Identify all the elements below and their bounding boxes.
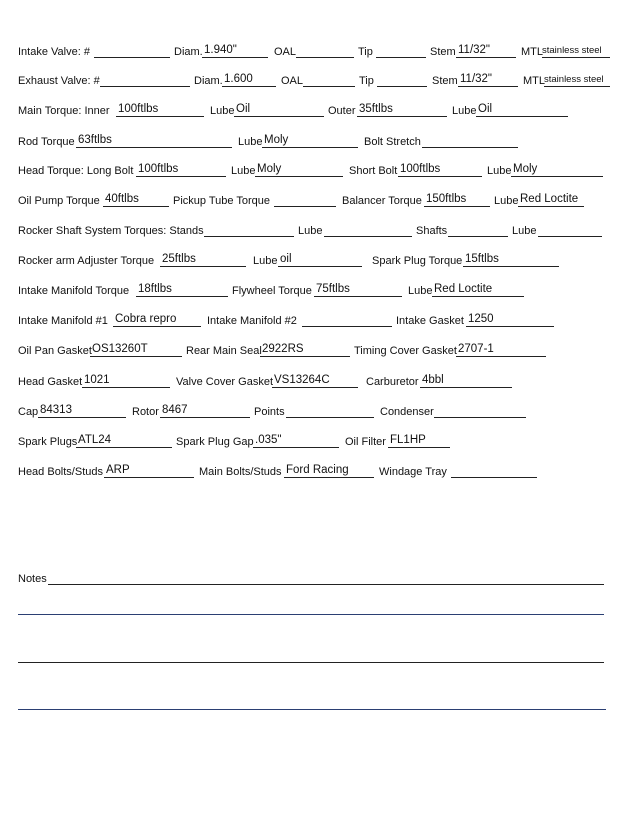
- rocker-adjuster-row: [0, 245, 640, 269]
- points-label: Points: [254, 406, 285, 418]
- intake-diam-label: Diam.: [174, 46, 203, 58]
- spark-plugs-field[interactable]: [76, 431, 172, 448]
- rear-main-seal-label: Rear Main Seal: [186, 345, 262, 357]
- intake-mtl-label: MTL: [521, 46, 543, 58]
- rocker-shafts-label: Shafts: [416, 225, 448, 237]
- balancer-torque-label: Balancer Torque: [342, 195, 422, 207]
- field-value: 150ftlbs: [426, 193, 467, 205]
- notes-label: Notes: [18, 573, 47, 585]
- oil-pan-gasket-row: [0, 335, 640, 359]
- main-torque-outer-label: Outer: [328, 105, 356, 117]
- main-torque-inner-field[interactable]: [116, 100, 204, 117]
- field-value: Moly: [513, 163, 538, 175]
- intake-stem-field[interactable]: [456, 41, 516, 58]
- head-short-lube-label: Lube: [487, 165, 512, 177]
- intake-mtl-field[interactable]: [542, 41, 610, 58]
- head-torque-row: [0, 155, 640, 179]
- intake-manifold-row: [0, 305, 640, 329]
- intake-manifold-2-field[interactable]: [302, 310, 392, 327]
- field-value: 100ftlbs: [400, 163, 441, 175]
- ignition-parts-row: [0, 396, 640, 420]
- timing-cover-gasket-label: Timing Cover Gasket: [354, 345, 457, 357]
- field-value: 18ftlbs: [138, 283, 172, 295]
- oil-pump-torque-label: Oil Pump Torque: [18, 195, 100, 207]
- valve-cover-gasket-field[interactable]: [272, 371, 358, 388]
- spark-plugs-label: Spark Plugs: [18, 436, 78, 448]
- exhaust-oal-field[interactable]: [303, 70, 355, 87]
- main-outer-lube-field[interactable]: [476, 100, 568, 117]
- main-outer-lube-label: Lube: [452, 105, 477, 117]
- rod-lube-field[interactable]: [262, 131, 358, 148]
- field-value: oil: [280, 253, 292, 265]
- head-long-lube-field[interactable]: [255, 160, 343, 177]
- field-value: 25ftlbs: [162, 253, 196, 265]
- intake-stem-label: Stem: [430, 46, 456, 58]
- intake-manifold-2-label: Intake Manifold #2: [207, 315, 297, 327]
- field-value: 1.600: [224, 73, 253, 85]
- main-bolts-studs-field[interactable]: [284, 461, 374, 478]
- head-gasket-field[interactable]: [82, 371, 170, 388]
- spark-plug-gap-field[interactable]: [253, 431, 339, 448]
- field-value: 35ftlbs: [359, 103, 393, 115]
- field-value: Red Loctite: [520, 193, 579, 205]
- main-inner-lube-field[interactable]: [234, 100, 324, 117]
- field-value: 11/32": [460, 73, 493, 85]
- field-value: VS13264C: [274, 374, 330, 386]
- exhaust-stem-label: Stem: [432, 75, 458, 87]
- field-value: Moly: [257, 163, 282, 175]
- rocker-stands-field[interactable]: [204, 220, 294, 237]
- field-value: ARP: [106, 464, 130, 476]
- bolt-stretch-field[interactable]: [422, 131, 518, 148]
- field-value: Oil: [478, 103, 493, 115]
- main-torque-outer-field[interactable]: [357, 100, 447, 117]
- oil-filter-label: Oil Filter: [345, 436, 386, 448]
- field-value: 15ftlbs: [465, 253, 499, 265]
- rocker-adjuster-lube-field[interactable]: [278, 250, 362, 267]
- intake-manifold-1-label: Intake Manifold #1: [18, 315, 108, 327]
- balancer-lube-label: Lube: [494, 195, 519, 207]
- oil-pan-gasket-label: Oil Pan Gasket: [18, 345, 92, 357]
- rocker-stands-label: Rocker Shaft System Torques: Stands: [18, 225, 204, 237]
- intake-diam-field[interactable]: [202, 41, 268, 58]
- field-value: stainless steel: [542, 45, 602, 56]
- bolts-studs-row: [0, 456, 640, 480]
- field-value: Cobra repro: [115, 313, 177, 325]
- head-gasket-label: Head Gasket: [18, 376, 83, 388]
- rotor-label: Rotor: [132, 406, 159, 418]
- field-value: 84313: [40, 404, 72, 416]
- flywheel-lube-label: Lube: [408, 285, 433, 297]
- intake-manifold-torque-field[interactable]: [136, 280, 228, 297]
- oil-filter-field[interactable]: [388, 431, 450, 448]
- spark-plug-torque-label: Spark Plug Torque: [372, 255, 463, 267]
- cap-label: Cap: [18, 406, 39, 418]
- timing-cover-gasket-field[interactable]: [456, 340, 546, 357]
- field-value: 1021: [84, 374, 110, 386]
- balancer-lube-field[interactable]: [518, 190, 584, 207]
- exhaust-diam-field[interactable]: [222, 70, 276, 87]
- intake-manifold-torque-label: Intake Manifold Torque: [18, 285, 130, 297]
- notes-line-3[interactable]: [18, 662, 604, 663]
- intake-valve-row: [0, 36, 640, 60]
- flywheel-torque-field[interactable]: [314, 280, 402, 297]
- carburetor-label: Carburetor: [366, 376, 419, 388]
- exhaust-mtl-field[interactable]: [544, 70, 610, 87]
- flywheel-lube-field[interactable]: [432, 280, 524, 297]
- head-bolts-studs-field[interactable]: [104, 461, 194, 478]
- field-value: 100ftlbs: [138, 163, 179, 175]
- cap-field[interactable]: [38, 401, 126, 418]
- rod-lube-label: Lube: [238, 136, 263, 148]
- intake-tip-label: Tip: [358, 46, 373, 58]
- field-value: ATL24: [78, 434, 112, 446]
- field-value: 2922RS: [262, 343, 304, 355]
- intake-oal-label: OAL: [274, 46, 297, 58]
- notes-field[interactable]: [48, 568, 604, 585]
- intake-oal-field[interactable]: [296, 41, 354, 58]
- exhaust-oal-label: OAL: [281, 75, 304, 87]
- oil-pump-row: [0, 185, 640, 209]
- valve-cover-gasket-label: Valve Cover Gasket: [176, 376, 274, 388]
- field-value: 11/32": [458, 44, 491, 56]
- head-torque-short-field[interactable]: [398, 160, 482, 177]
- field-value: OS13260T: [92, 343, 148, 355]
- notes-row: [0, 563, 640, 587]
- head-long-lube-label: Lube: [231, 165, 256, 177]
- head-short-lube-field[interactable]: [511, 160, 603, 177]
- rocker-stands-lube-field[interactable]: [324, 220, 412, 237]
- rocker-shafts-lube-field[interactable]: [538, 220, 602, 237]
- exhaust-valve-row: [0, 65, 640, 89]
- exhaust-valve-number-field[interactable]: [100, 70, 190, 87]
- field-value: 1.940": [204, 44, 237, 56]
- head-bolts-studs-label: Head Bolts/Studs: [18, 466, 103, 478]
- rocker-shafts-lube-label: Lube: [512, 225, 537, 237]
- condenser-label: Condenser: [380, 406, 434, 418]
- main-bolts-studs-label: Main Bolts/Studs: [199, 466, 282, 478]
- windage-tray-label: Windage Tray: [379, 466, 447, 478]
- main-torque-inner-label: Main Torque: Inner: [18, 105, 110, 117]
- flywheel-torque-label: Flywheel Torque: [232, 285, 312, 297]
- intake-gasket-field[interactable]: [466, 310, 554, 327]
- intake-manifold-torque-row: [0, 275, 640, 299]
- field-value: 1250: [468, 313, 494, 325]
- pickup-tube-torque-field[interactable]: [274, 190, 336, 207]
- rocker-shaft-row: [0, 215, 640, 239]
- intake-tip-field[interactable]: [376, 41, 426, 58]
- rocker-shafts-field[interactable]: [448, 220, 508, 237]
- rotor-field[interactable]: [160, 401, 250, 418]
- points-field[interactable]: [286, 401, 374, 418]
- intake-manifold-1-field[interactable]: [113, 310, 201, 327]
- main-torque-row: [0, 95, 640, 119]
- field-value: 40ftlbs: [105, 193, 139, 205]
- rocker-stands-lube-label: Lube: [298, 225, 323, 237]
- field-value: FL1HP: [390, 434, 426, 446]
- head-torque-long-field[interactable]: [136, 160, 226, 177]
- oil-pump-torque-field[interactable]: [103, 190, 169, 207]
- head-torque-short-label: Short Bolt: [349, 165, 398, 177]
- notes-line-2[interactable]: [18, 614, 604, 615]
- oil-pan-gasket-field[interactable]: [90, 340, 182, 357]
- field-value: .035": [255, 434, 282, 446]
- field-value: 8467: [162, 404, 188, 416]
- main-inner-lube-label: Lube: [210, 105, 235, 117]
- field-value: Oil: [236, 103, 251, 115]
- exhaust-mtl-label: MTL: [523, 75, 545, 87]
- field-value: 4bbl: [422, 374, 444, 386]
- rod-torque-row: [0, 126, 640, 150]
- head-gasket-row: [0, 366, 640, 390]
- pickup-tube-torque-label: Pickup Tube Torque: [173, 195, 271, 207]
- field-value: stainless steel: [544, 74, 604, 85]
- rear-main-seal-field[interactable]: [260, 340, 350, 357]
- exhaust-valve-label: Exhaust Valve: #: [18, 75, 100, 87]
- field-value: 75ftlbs: [316, 283, 350, 295]
- notes-line-4[interactable]: [18, 709, 606, 710]
- exhaust-diam-label: Diam.: [194, 75, 223, 87]
- intake-gasket-label: Intake Gasket: [396, 315, 464, 327]
- field-value: Red Loctite: [434, 283, 493, 295]
- exhaust-tip-field[interactable]: [377, 70, 427, 87]
- rocker-adjuster-torque-field[interactable]: [160, 250, 246, 267]
- rod-torque-field[interactable]: [76, 131, 232, 148]
- spark-plug-gap-label: Spark Plug Gap: [176, 436, 254, 448]
- rocker-adjuster-torque-label: Rocker arm Adjuster Torque: [18, 255, 155, 267]
- carburetor-field[interactable]: [420, 371, 512, 388]
- spark-plug-torque-field[interactable]: [463, 250, 559, 267]
- field-value: 63ftlbs: [78, 134, 112, 146]
- rod-torque-label: Rod Torque: [18, 136, 75, 148]
- bolt-stretch-label: Bolt Stretch: [364, 136, 421, 148]
- rocker-adjuster-lube-label: Lube: [253, 255, 278, 267]
- field-value: Moly: [264, 134, 289, 146]
- intake-valve-number-field[interactable]: [94, 41, 170, 58]
- spark-plugs-row: [0, 426, 640, 450]
- balancer-torque-field[interactable]: [424, 190, 490, 207]
- condenser-field[interactable]: [434, 401, 526, 418]
- windage-tray-field[interactable]: [451, 461, 537, 478]
- head-torque-long-label: Head Torque: Long Bolt: [18, 165, 134, 177]
- field-value: Ford Racing: [286, 464, 349, 476]
- field-value: 100ftlbs: [118, 103, 159, 115]
- intake-valve-label: Intake Valve: #: [18, 46, 90, 58]
- exhaust-tip-label: Tip: [359, 75, 374, 87]
- exhaust-stem-field[interactable]: [458, 70, 518, 87]
- field-value: 2707-1: [458, 343, 494, 355]
